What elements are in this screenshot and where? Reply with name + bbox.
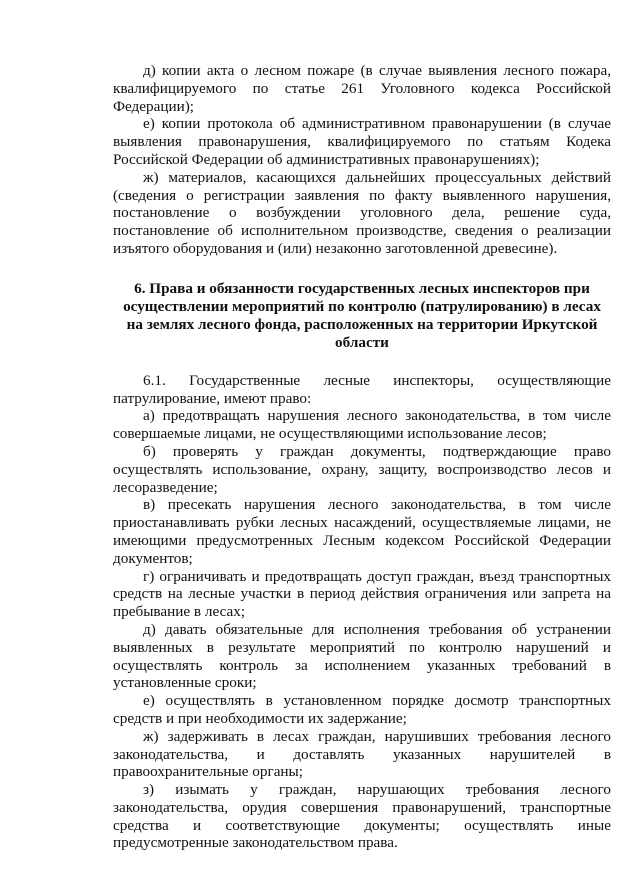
paragraph-e-inspection: е) осуществлять в установленном порядке досмотр транспортных средств и при необходимости их задержание; (113, 692, 611, 727)
paragraph-v-suppress: в) пресекать нарушения лесного законодательства, в том числе приостанавливать рубки лесных насаждений, осуществляемые лицами, не имеющими предусмотренных Лесным кодексом Российской Федерации документов; (113, 496, 611, 567)
paragraph-zh-detain: ж) задерживать в лесах граждан, нарушивших требования лесного законодательства, и доставлять указанных нарушителей в правоохранительные органы; (113, 727, 611, 781)
paragraph-zh-materials: ж) материалов, касающихся дальнейших процессуальных действий (сведения о регистрации заявления по факту выявленного нарушения, постановление о возбуждении уголовного дела, решение суда, постановление об исполнительном производстве, сведения о реализации изъятого оборудования и (или) незаконно заготовленной древесине). (113, 168, 611, 257)
paragraph-b-check-documents: б) проверять у граждан документы, подтверждающие право осуществлять использование, охрану, защиту, воспроизводство лесов и лесоразведение; (113, 442, 611, 496)
paragraph-e-protocol: е) копии протокола об административном правонарушении (в случае выявления правонарушения, квалифицируемого по статьям Кодека Российской Федерации об административных правонарушениях); (113, 115, 611, 168)
paragraph-z-seize: з) изымать у граждан, нарушающих требования лесного законодательства, орудия совершения правонарушений, транспортные средства и соответствующие документы; осуществлять иные предусмотренные законодательством права. (113, 781, 611, 852)
paragraph-d-requirements: д) давать обязательные для исполнения требования об устранении выявленных в результате мероприятий по контролю нарушений и осуществлять контроль за исполнением указанных требований в установленные сроки; (113, 620, 611, 692)
paragraph-g-restrict-access: г) ограничивать и предотвращать доступ граждан, въезд транспортных средств на лесные участки в период действия ограничения или запрета на пребывание в лесах; (113, 567, 611, 621)
document-page (113, 62, 611, 852)
section-heading: 6. Права и обязанности государственных лесных инспекторов при осуществлении мероприятий по контролю (патрулированию) в лесах на землях лесного фонда, расположенных на территории Иркутской области (123, 279, 601, 351)
paragraph-a-prevent: а) предотвращать нарушения лесного законодательства, в том числе совершаемые лицами, не осуществляющими использование лесов; (113, 407, 611, 443)
paragraph-d-fire-act: д) копии акта о лесном пожаре (в случае выявления лесного пожара, квалифицируемого по статье 261 Уголовного кодекса Российской Федерации); (113, 62, 611, 115)
paragraph-6-1-intro: 6.1. Государственные лесные инспекторы, осуществляющие патрулирование, имеют право: (113, 371, 611, 407)
